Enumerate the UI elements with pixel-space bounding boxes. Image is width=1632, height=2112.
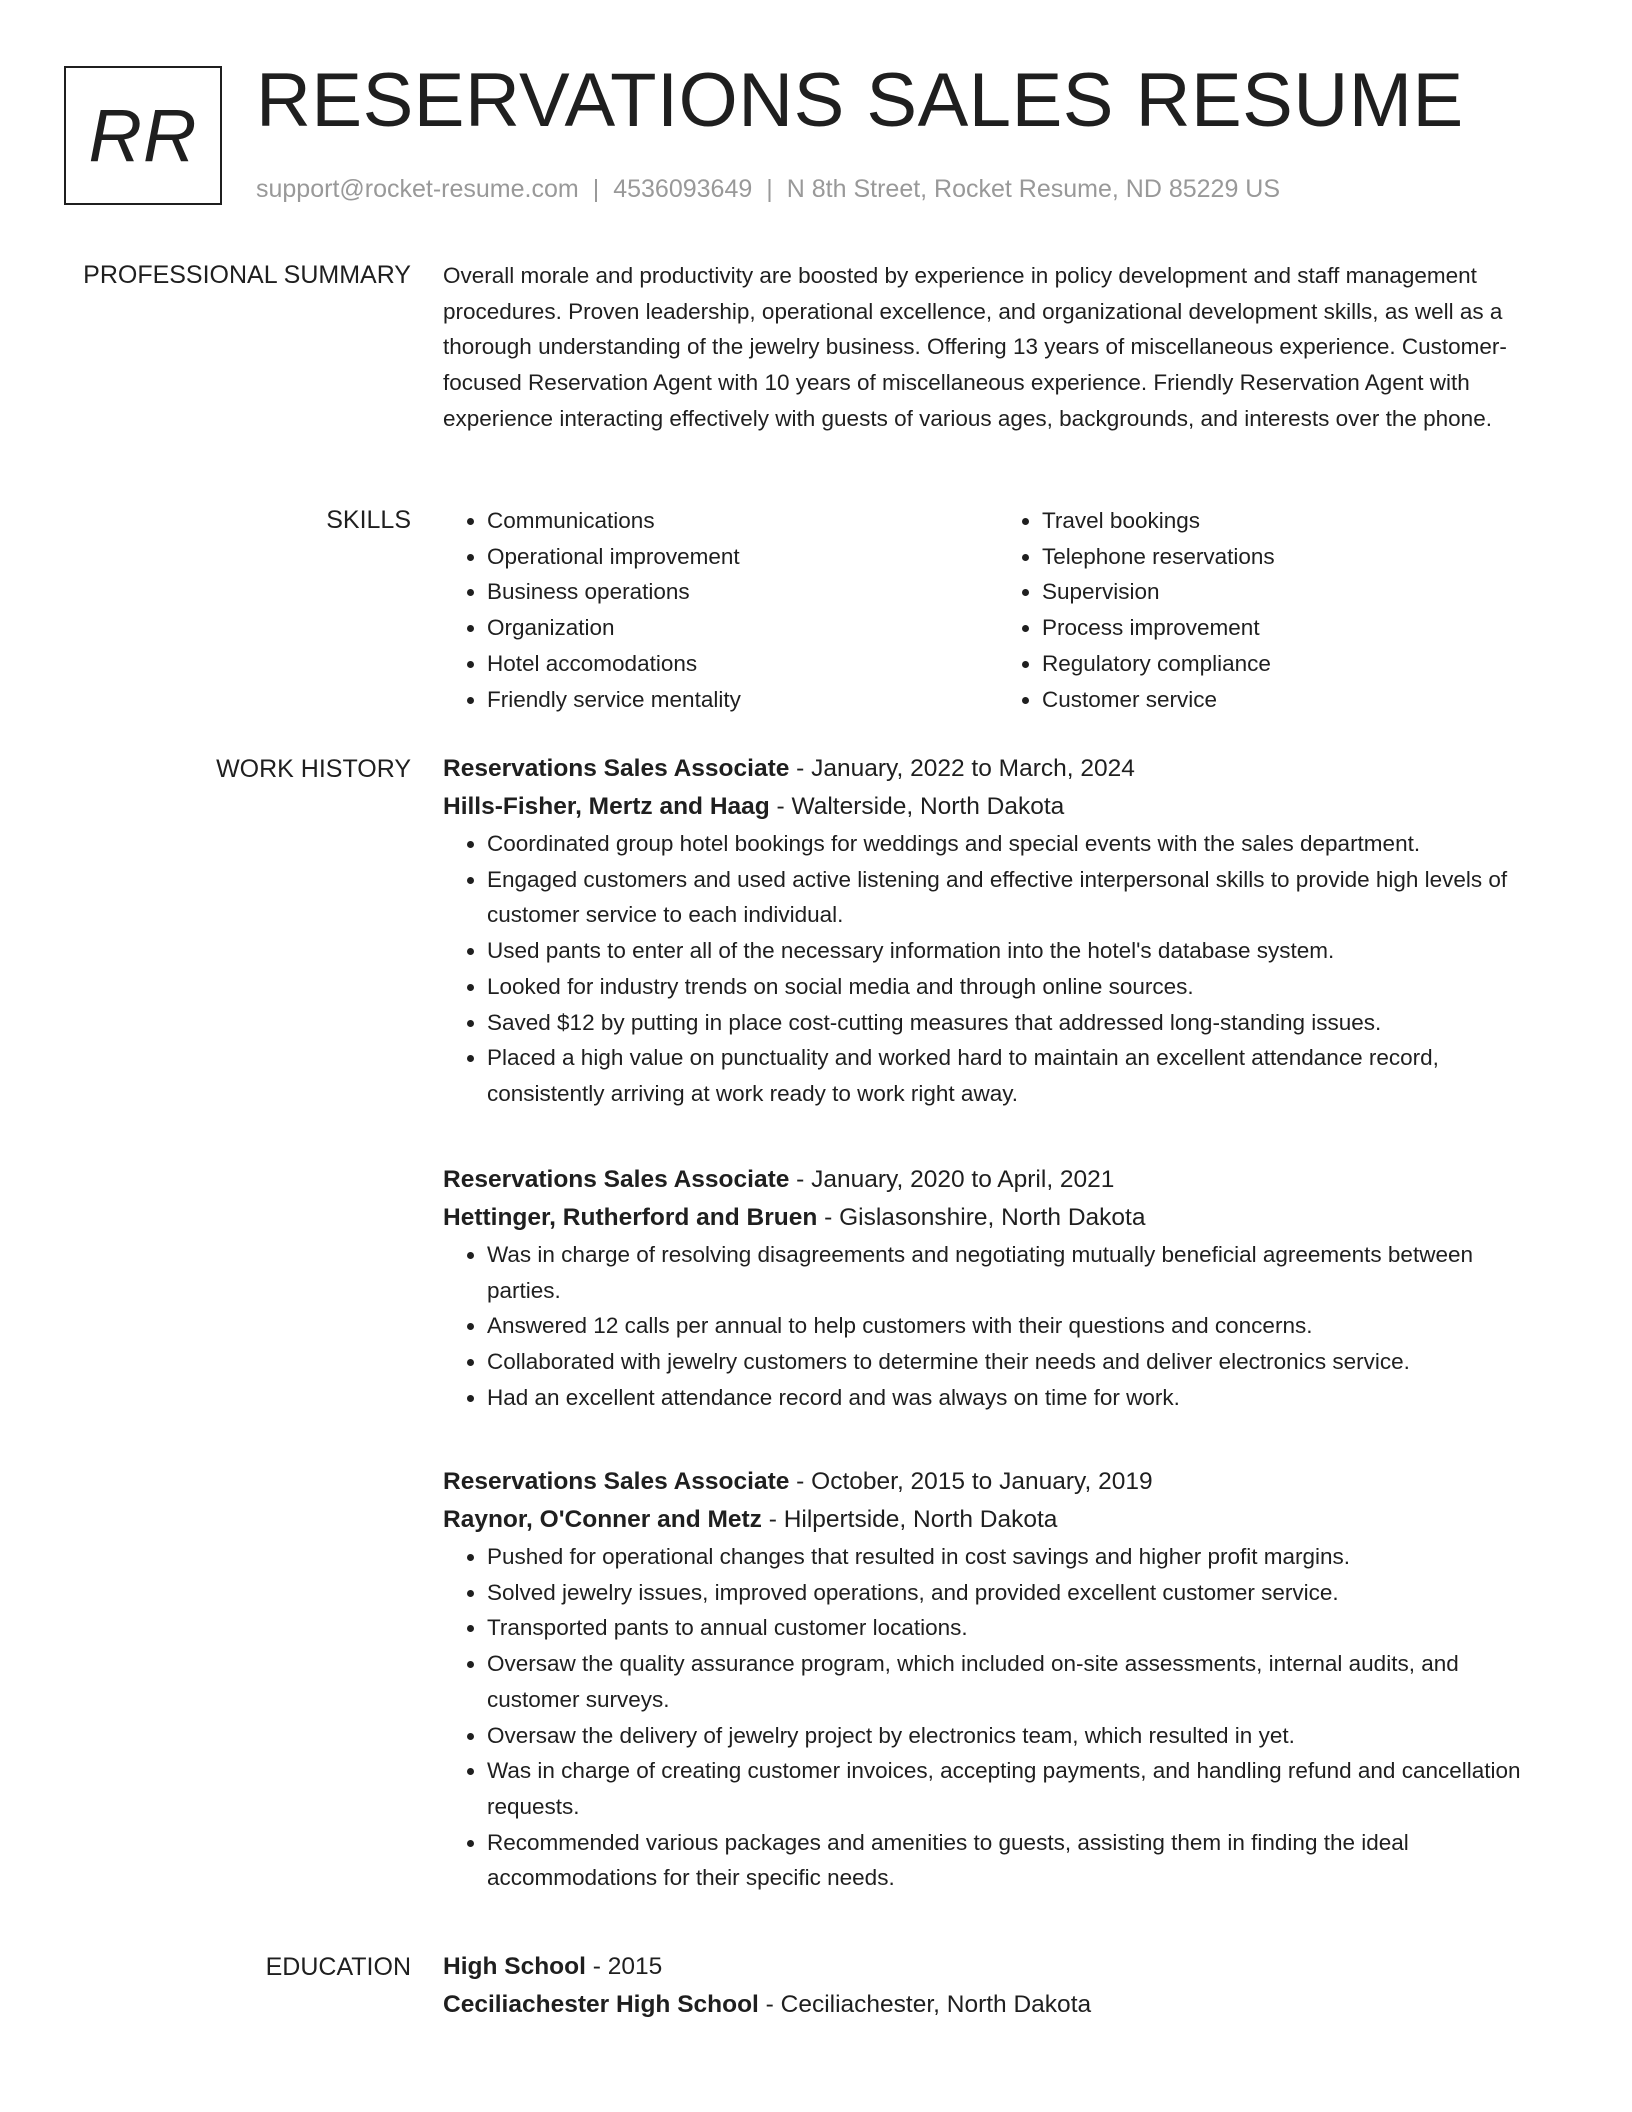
skill-item: • Business operations: [487, 574, 998, 610]
job-dates: - January, 2020 to April, 2021: [789, 1166, 1115, 1193]
duty-item: • Oversaw the delivery of jewelry project by electronics team, which resulted in yet.: [487, 1718, 1553, 1754]
job-duties: [443, 1539, 1553, 1896]
duty-item: • Was in charge of resolving disagreements and negotiating mutually beneficial agreements between parties.: [487, 1237, 1553, 1308]
job-company-line: [443, 1501, 1553, 1539]
skill-item: • Travel bookings: [1042, 503, 1553, 539]
skill-item: • Operational improvement: [487, 539, 998, 575]
duty-item: • Oversaw the quality assurance program, which included on-site assessments, internal audits, and customer surveys.: [487, 1646, 1553, 1717]
duty-item: • Engaged customers and used active listening and effective interpersonal skills to provide high levels of customer service to each individual.: [487, 862, 1553, 933]
job-location: - Walterside, North Dakota: [769, 793, 1065, 820]
job-company: Hettinger, Rutherford and Bruen: [443, 1204, 818, 1231]
education-degree-line: [443, 1948, 1553, 1986]
job-title-line: [443, 1463, 1553, 1501]
contact-address: N 8th Street, Rocket Resume, ND 85229 US: [786, 175, 1281, 203]
skill-item: • Process improvement: [1042, 610, 1553, 646]
job-company-line: [443, 788, 1553, 826]
education-school-line: [443, 1986, 1553, 2024]
job-entry: [443, 1463, 1553, 1896]
job-entry: [443, 750, 1553, 1112]
education-location: - Ceciliachester, North Dakota: [758, 1991, 1092, 2018]
skill-item: • Telephone reservations: [1042, 539, 1553, 575]
job-dates: - October, 2015 to January, 2019: [789, 1468, 1153, 1495]
duty-item: • Looked for industry trends on social media and through online sources.: [487, 969, 1553, 1005]
contact-email[interactable]: support@rocket-resume.com: [256, 175, 579, 203]
skills-list-left: [443, 503, 998, 717]
skills-label: SKILLS: [326, 506, 411, 534]
job-duties: [443, 826, 1553, 1112]
skill-item: • Hotel accomodations: [487, 646, 998, 682]
education-year: - 2015: [585, 1953, 663, 1980]
education-body: [443, 1948, 1553, 2024]
duty-item: • Pushed for operational changes that resulted in cost savings and higher profit margins.: [487, 1539, 1553, 1575]
skills-body: [443, 503, 1553, 717]
job-company-line: [443, 1199, 1553, 1237]
skill-item: • Customer service: [1042, 682, 1553, 718]
job-title: Reservations Sales Associate: [443, 1468, 790, 1495]
job-entry: [443, 1161, 1553, 1416]
education-label: EDUCATION: [265, 1953, 411, 1981]
job-location: - Gislasonshire, North Dakota: [817, 1204, 1146, 1231]
duty-item: • Answered 12 calls per annual to help customers with their questions and concerns.: [487, 1308, 1553, 1344]
job-title-line: [443, 1161, 1553, 1199]
duty-item: • Solved jewelry issues, improved operations, and provided excellent customer service.: [487, 1575, 1553, 1611]
job-dates: - January, 2022 to March, 2024: [789, 755, 1135, 782]
contact-separator: |: [592, 175, 600, 203]
duty-item: • Collaborated with jewelry customers to determine their needs and deliver electronics service.: [487, 1344, 1553, 1380]
duty-item: • Used pants to enter all of the necessary information into the hotel's database system.: [487, 933, 1553, 969]
job-company: Hills-Fisher, Mertz and Haag: [443, 793, 770, 820]
summary-body: [443, 258, 1553, 437]
skill-item: • Regulatory compliance: [1042, 646, 1553, 682]
job-location: - Hilpertside, North Dakota: [761, 1506, 1058, 1533]
duty-item: • Had an excellent attendance record and was always on time for work.: [487, 1380, 1553, 1416]
summary-text: Overall morale and productivity are boosted by experience in policy development and staff management procedures. Proven leadership, operational excellence, and organizational development skills, as well as a thorough understanding of the jewelry business. Offering 13 years of miscellaneous experience. Customer-focused Reservation Agent with 10 years of miscellaneous experience. Friendly Reservation Agent with experience interacting effectively with guests of various ages, backgrounds, and interests over the phone.: [443, 263, 1507, 431]
education-school: Ceciliachester High School: [443, 1991, 759, 2018]
resume-title: RESERVATIONS SALES RESUME: [256, 58, 1464, 143]
skill-item: • Organization: [487, 610, 998, 646]
duty-item: • Coordinated group hotel bookings for weddings and special events with the sales department.: [487, 826, 1553, 862]
job-title-line: [443, 750, 1553, 788]
work-history-label: WORK HISTORY: [216, 755, 411, 783]
skill-item: • Friendly service mentality: [487, 682, 998, 718]
skills-columns: [443, 503, 1553, 717]
skills-list-right: [998, 503, 1553, 717]
contact-phone[interactable]: 4536093649: [613, 175, 753, 203]
duty-item: • Was in charge of creating customer invoices, accepting payments, and handling refund and cancellation requests.: [487, 1753, 1553, 1824]
job-title: Reservations Sales Associate: [443, 1166, 790, 1193]
contact-separator: |: [766, 175, 773, 203]
duty-item: • Placed a high value on punctuality and worked hard to maintain an excellent attendance record, consistently arriving at work ready to work right away.: [487, 1040, 1553, 1111]
job-title: Reservations Sales Associate: [443, 755, 790, 782]
skill-item: • Supervision: [1042, 574, 1553, 610]
job-duties: [443, 1237, 1553, 1416]
contact-line: [256, 174, 1280, 204]
job-company: Raynor, O'Conner and Metz: [443, 1506, 762, 1533]
duty-item: • Transported pants to annual customer locations.: [487, 1610, 1553, 1646]
summary-label: PROFESSIONAL SUMMARY: [83, 261, 411, 289]
duty-item: • Recommended various packages and amenities to guests, assisting them in finding the ideal accommodations for their specific needs.: [487, 1825, 1553, 1896]
monogram-box: RR: [64, 66, 222, 205]
education-degree: High School: [443, 1953, 586, 1980]
skill-item: • Communications: [487, 503, 998, 539]
duty-item: • Saved $12 by putting in place cost-cutting measures that addressed long-standing issues.: [487, 1005, 1553, 1041]
